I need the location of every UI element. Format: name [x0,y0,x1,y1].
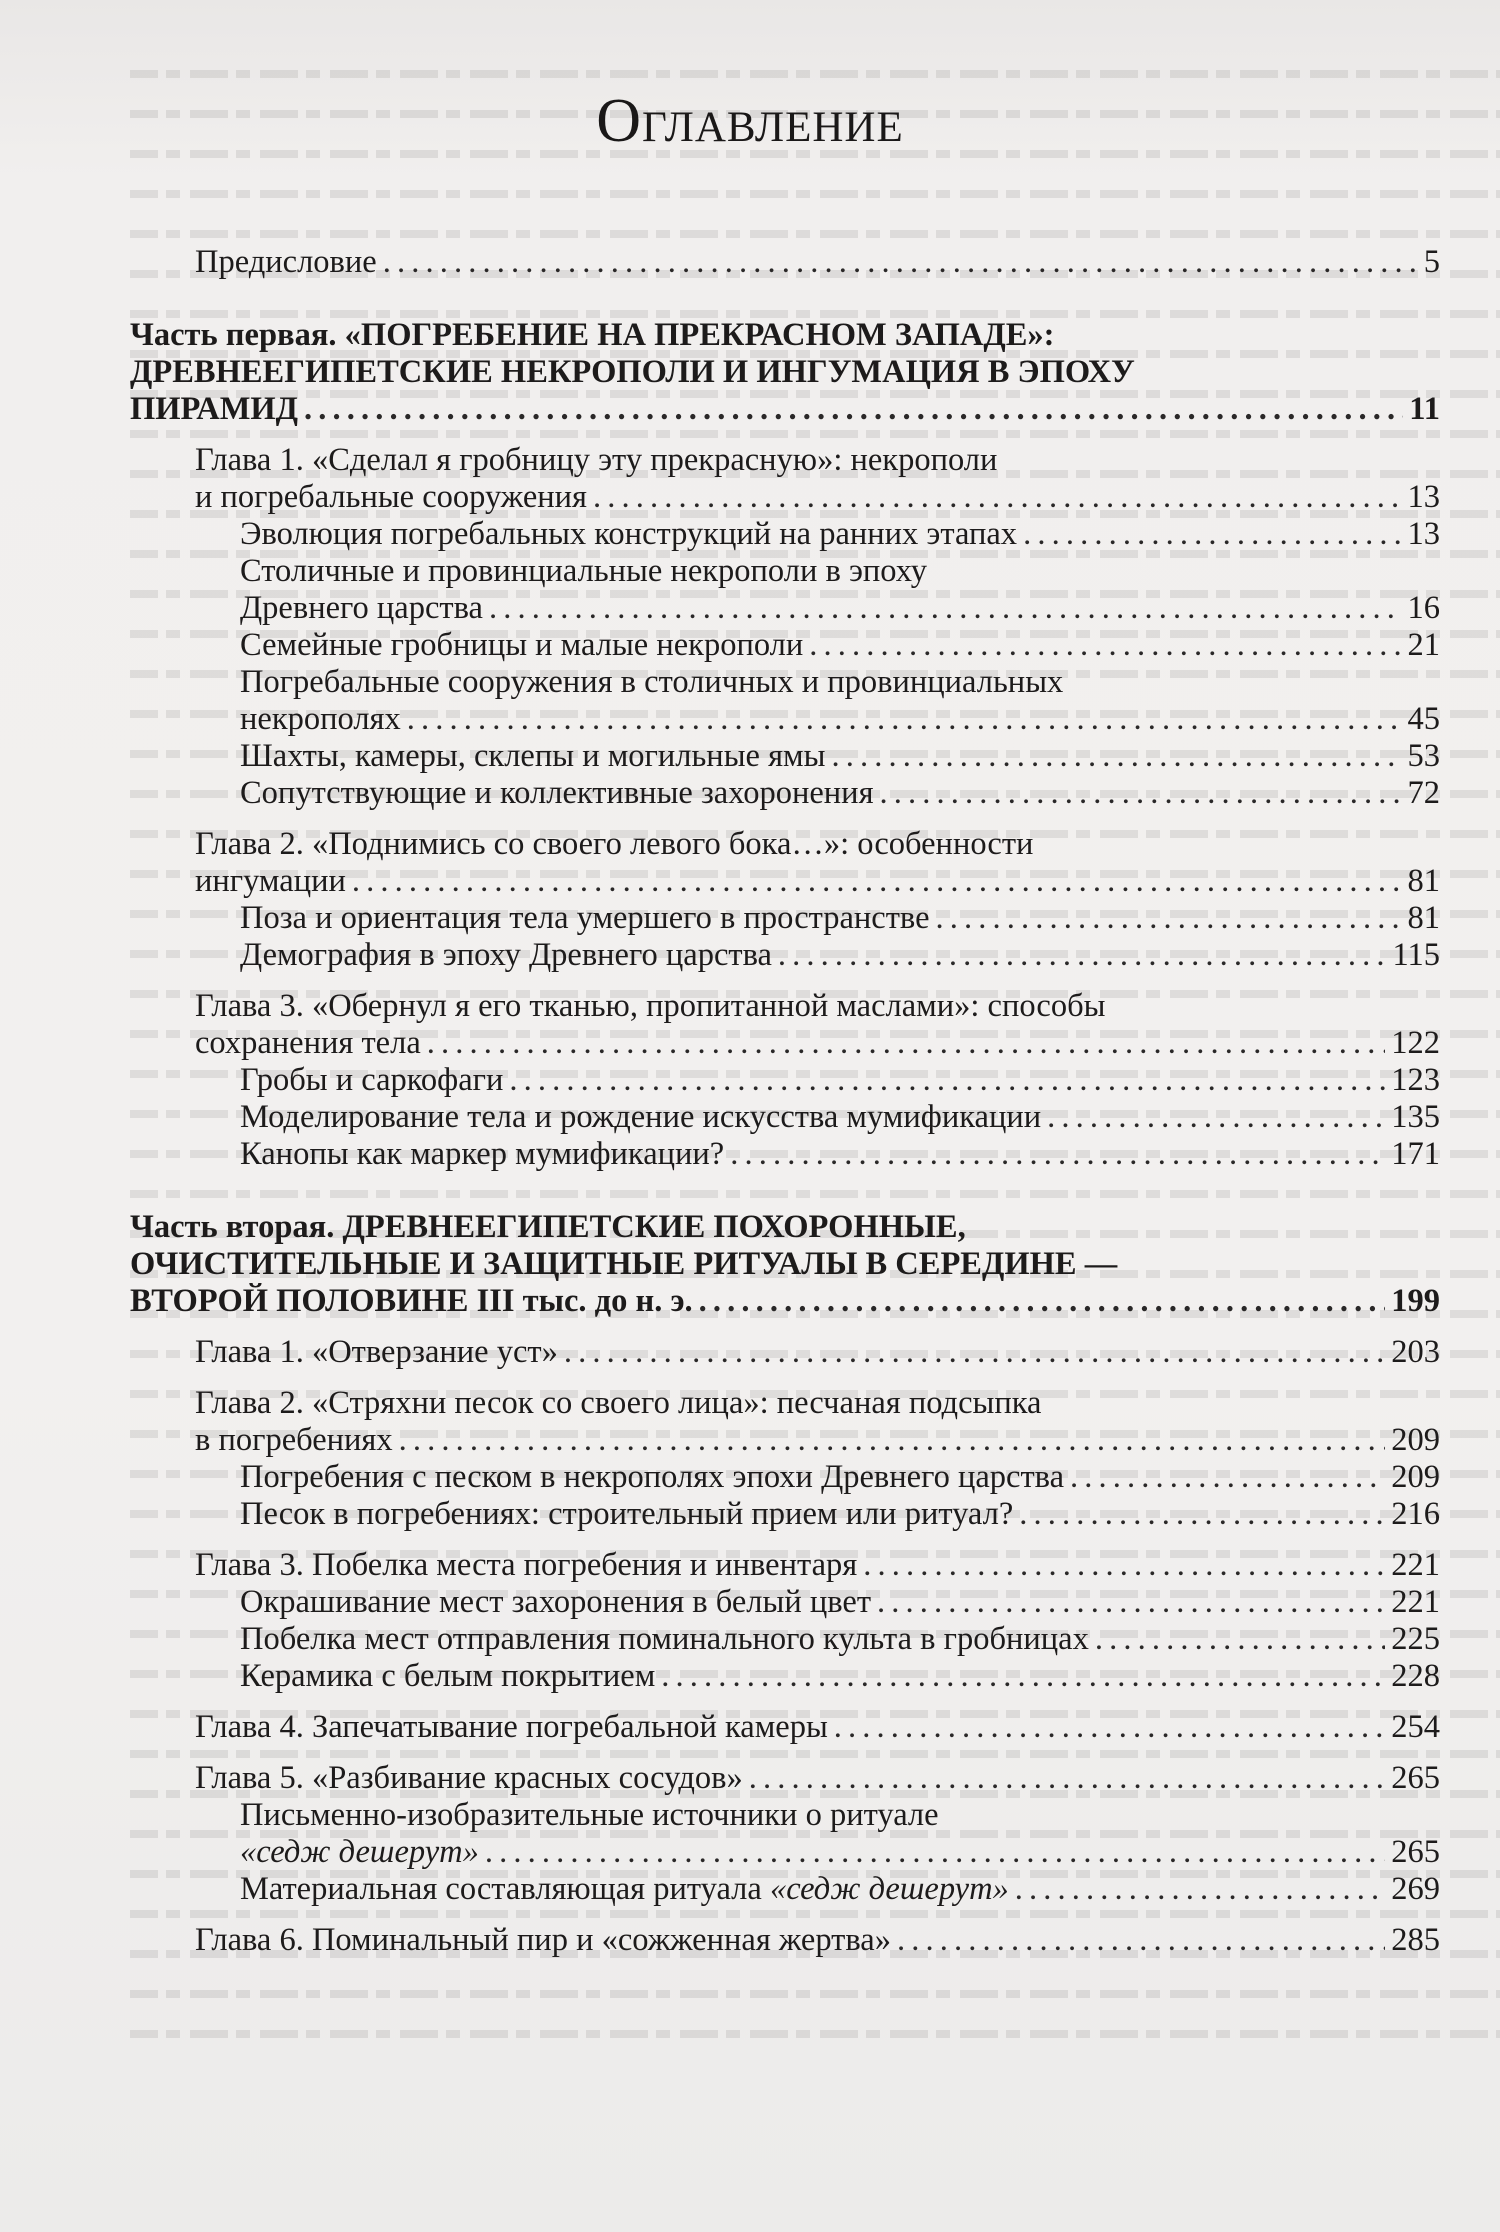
toc-part-heading-line: ОЧИСТИТЕЛЬНЫЕ И ЗАЩИТНЫЕ РИТУАЛЫ В СЕРЕДИНЕ — [130,1246,1118,1282]
toc-entry-text: Глава 3. «Обернул я его тканью, пропитанной маслами»: способы [195,988,1106,1024]
toc-entry-text: Канопы как маркер мумификации? [240,1136,725,1172]
toc-entry-section[interactable] [240,1099,1440,1136]
toc-entry-text: «седж дешерут» [240,1834,479,1870]
toc-entry-text: Окрашивание мест захоронения в белый цвет [240,1584,872,1620]
leader-dots [383,244,1418,281]
leader-dots [834,1709,1385,1746]
toc-entry-text: Демография в эпоху Древнего царства [240,937,772,973]
toc-entry-text: Керамика с белым покрытием [240,1658,656,1694]
page-number: 228 [1391,1658,1440,1694]
leader-dots [1023,516,1401,553]
toc-entry-text: Погребальные сооружения в столичных и провинциальных [240,664,1064,700]
toc-entry-text: Погребения с песком в некрополях эпохи Древнего царства [240,1459,1065,1495]
page-number: 122 [1391,1025,1440,1061]
page-number: 209 [1391,1422,1440,1458]
toc-entry-text [240,1871,1009,1908]
toc-entry-text: Поза и ориентация тела умершего в пространстве [240,900,930,936]
toc-entry-text: Сопутствующие и коллективные захоронения [240,775,874,811]
toc-part-heading-line: Часть вторая. ДРЕВНЕЕГИПЕТСКИЕ ПОХОРОННЫЕ, [130,1209,966,1245]
leader-dots [809,627,1401,664]
page-number: 72 [1407,775,1440,811]
toc-entry-text: Глава 4. Запечатывание погребальной камеры [195,1709,828,1745]
page-number: 81 [1407,900,1440,936]
toc-entry-section[interactable] [240,627,1440,664]
leader-dots [489,590,1402,627]
toc-entry-chapter[interactable] [195,1334,1440,1371]
page-number: 135 [1391,1099,1440,1135]
toc-entry-chapter[interactable] [195,1922,1440,1959]
toc-entry-text: в погребениях [195,1422,393,1458]
page-number: 269 [1391,1871,1440,1907]
leader-dots [880,775,1402,812]
page-number: 123 [1391,1062,1440,1098]
leader-dots [661,1658,1385,1695]
toc-part-heading-line: ВТОРОЙ ПОЛОВИНЕ III тыс. до н. э. [130,1283,693,1319]
page-number: 265 [1391,1834,1440,1870]
toc-entry-text: Семейные гробницы и малые некрополи [240,627,804,663]
leader-dots [304,391,1403,428]
leader-dots [427,1025,1386,1062]
leader-dots [593,479,1402,516]
toc-entry-section[interactable] [240,1136,1440,1173]
leader-dots [778,937,1387,974]
toc-entry-text: Древнего царства [240,590,483,626]
toc-entry-text: ингумации [195,863,346,899]
toc-entry-text: Столичные и провинциальные некрополи в эпоху [240,553,928,589]
toc-entry-text: Песок в погребениях: строительный прием или ритуал? [240,1496,1014,1532]
leader-dots [564,1334,1385,1371]
page-title: Оглавление [596,87,904,155]
leader-dots [399,1422,1386,1459]
leader-dots [407,701,1402,738]
page-number: 13 [1407,479,1440,515]
toc-entry-text: Письменно-изобразительные источники о ритуале [240,1797,939,1833]
leader-dots [877,1584,1385,1621]
leader-dots [699,1283,1386,1320]
page-number: 45 [1407,701,1440,737]
toc-entry-chapter[interactable] [195,1709,1440,1746]
toc-entry-chapter[interactable] [195,1760,1440,1797]
leader-dots [1047,1099,1385,1136]
toc-entry-text: Глава 1. «Отверзание уст» [195,1334,558,1370]
leader-dots [1095,1621,1385,1658]
toc-entry-chapter[interactable] [195,1547,1440,1584]
toc-entry-text: Глава 2. «Поднимись со своего левого бока…»: особенности [195,826,1034,862]
leader-dots [749,1760,1386,1797]
page-number: 209 [1391,1459,1440,1495]
toc-entry-text: Эволюция погребальных конструкций на ранних этапах [240,516,1018,552]
toc-entry-section[interactable] [240,1871,1440,1908]
toc-entry-text: и погребальные сооружения [195,479,587,515]
page-number: 5 [1423,244,1440,280]
toc-part-heading-line: ПИРАМИД [130,391,299,427]
page-number: 53 [1407,738,1440,774]
toc-entry-section[interactable] [240,553,1440,627]
page-number: 225 [1391,1621,1440,1657]
page-number: 16 [1407,590,1440,626]
toc-entry-text: Гробы и саркофаги [240,1062,504,1098]
table-of-contents [130,244,1440,1959]
toc-entry-preface[interactable] [195,244,1440,281]
page-number: 21 [1407,627,1440,663]
leader-dots [863,1547,1385,1584]
toc-entry-part-2[interactable] [130,1209,1440,1320]
toc-entry-text: Шахты, камеры, склепы и могильные ямы [240,738,826,774]
toc-entry-chapter[interactable] [195,826,1440,900]
leader-dots [352,863,1402,900]
toc-entry-section[interactable] [240,775,1440,812]
toc-entry-section[interactable] [240,1496,1440,1533]
toc-entry-text: Глава 1. «Сделал я гробницу эту прекрасную»: некрополи [195,442,998,478]
toc-entry-text: Моделирование тела и рождение искусства мумификации [240,1099,1042,1135]
leader-dots [1019,1496,1385,1533]
toc-part-heading-line: ДРЕВНЕЕГИПЕТСКИЕ НЕКРОПОЛИ И ИНГУМАЦИЯ В ЭПОХУ [130,354,1135,390]
toc-entry-text: Глава 2. «Стряхни песок со своего лица»: песчаная подсыпка [195,1385,1042,1421]
page-number: 254 [1391,1709,1440,1745]
leader-dots [897,1922,1385,1959]
toc-entry-section[interactable] [240,937,1440,974]
page-number: 265 [1391,1760,1440,1796]
toc-entry-text-italic: «седж дешерут» [769,1871,1009,1907]
toc-entry-chapter[interactable] [195,442,1440,516]
toc-entry-text: Глава 3. Побелка места погребения и инвентаря [195,1547,858,1583]
toc-entry-text: некрополях [240,701,401,737]
leader-dots [1070,1459,1385,1496]
toc-entry-chapter[interactable] [195,1385,1440,1459]
toc-entry-text-plain: Материальная составляющая ритуала [240,1871,770,1907]
page-number: 11 [1409,391,1440,427]
leader-dots [485,1834,1385,1871]
toc-entry-text: Глава 5. «Разбивание красных сосудов» [195,1760,743,1796]
page-number: 115 [1392,937,1440,973]
leader-dots [509,1062,1385,1099]
toc-entry-part-1[interactable] [130,317,1440,428]
toc-entry-section[interactable] [240,516,1440,553]
leader-dots [936,900,1402,937]
page-number: 221 [1391,1547,1440,1583]
toc-entry-section[interactable] [240,900,1440,937]
toc-entry-text: Глава 6. Поминальный пир и «сожженная жертва» [195,1922,891,1958]
page-number: 199 [1391,1283,1440,1319]
toc-entry-section[interactable] [240,738,1440,775]
page-number: 81 [1407,863,1440,899]
toc-entry-section[interactable] [240,1062,1440,1099]
leader-dots [831,738,1401,775]
page-number: 171 [1391,1136,1440,1172]
toc-entry-text: Побелка мест отправления поминального культа в гробницах [240,1621,1089,1657]
page-number: 216 [1391,1496,1440,1532]
toc-entry-text: сохранения тела [195,1025,421,1061]
toc-entry-text: Предисловие [195,244,377,280]
toc-entry-section[interactable] [240,1584,1440,1621]
page-number: 221 [1391,1584,1440,1620]
toc-entry-section[interactable] [240,1797,1440,1871]
page-number: 203 [1391,1334,1440,1370]
leader-dots [730,1136,1385,1173]
toc-entry-section[interactable] [240,1459,1440,1496]
toc-entry-section[interactable] [240,1658,1440,1695]
toc-entry-section[interactable] [240,664,1440,738]
leader-dots [1015,1871,1385,1908]
toc-entry-section[interactable] [240,1621,1440,1658]
page-number: 13 [1407,516,1440,552]
toc-entry-chapter[interactable] [195,988,1440,1062]
toc-part-heading-line: Часть первая. «ПОГРЕБЕНИЕ НА ПРЕКРАСНОМ ЗАПАДЕ»: [130,317,1055,353]
page-number: 285 [1391,1922,1440,1958]
